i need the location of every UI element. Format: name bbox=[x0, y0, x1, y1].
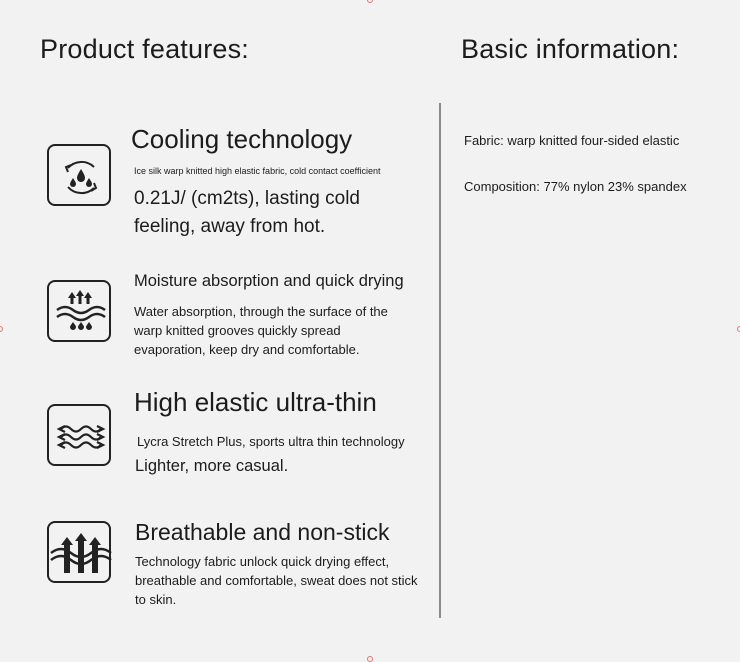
guide-marker bbox=[367, 0, 373, 3]
feature-subtitle: Ice silk warp knitted high elastic fabric, cold contact coefficient bbox=[134, 166, 381, 176]
feature-body: 0.21J/ (cm2ts), lasting cold feeling, away from hot. bbox=[134, 188, 360, 237]
water-drops-icon bbox=[47, 144, 111, 206]
vertical-divider bbox=[439, 103, 441, 618]
feature-title: Breathable and non-stick bbox=[135, 519, 390, 545]
feature-elastic bbox=[134, 386, 424, 477]
feature-subtitle: Lycra Stretch Plus, sports ultra thin technology bbox=[137, 434, 405, 449]
composition-info: Composition: 77% nylon 23% spandex bbox=[464, 179, 687, 194]
feature-cooling bbox=[131, 123, 424, 241]
feature-breathable bbox=[134, 516, 424, 609]
product-features-heading: Product features: bbox=[40, 34, 250, 64]
elastic-waves-icon bbox=[47, 404, 111, 466]
guide-marker bbox=[0, 326, 3, 332]
feature-title: Cooling technology bbox=[131, 124, 353, 154]
guide-marker bbox=[367, 656, 373, 662]
breathable-arrows-icon bbox=[47, 521, 111, 583]
feature-moisture bbox=[134, 270, 424, 359]
feature-body: Technology fabric unlock quick drying effect, breathable and comfortable, sweat does not stick to skin. bbox=[135, 554, 418, 607]
moisture-waves-icon bbox=[47, 280, 111, 342]
feature-body: Water absorption, through the surface of the warp knitted grooves quickly spread evaporation, keep dry and comfortable. bbox=[134, 304, 388, 357]
fabric-info: Fabric: warp knitted four-sided elastic bbox=[464, 133, 680, 148]
feature-title: Moisture absorption and quick drying bbox=[134, 272, 404, 290]
basic-information-heading: Basic information: bbox=[461, 34, 680, 64]
feature-title: High elastic ultra-thin bbox=[134, 387, 377, 417]
feature-body: Lighter, more casual. bbox=[135, 457, 289, 475]
